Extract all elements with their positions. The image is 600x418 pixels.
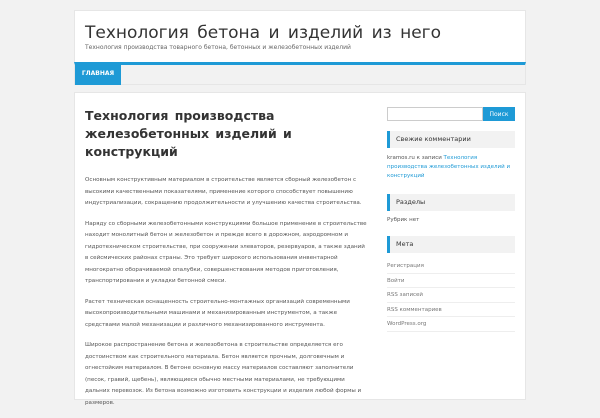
meta-title: Мета — [387, 236, 515, 253]
site-description: Технология производства товарного бетона, бетонных и железобетонных изделий — [85, 44, 351, 51]
search-form — [387, 107, 515, 121]
post-paragraph: Основным конструктивным материалом в строительстве является сборный железобетон с высокими качественными показателями, применение которого способствует повышению индустриализации, сокращению продолжительности и улучшению качества строительства. — [85, 177, 362, 206]
site-header — [74, 10, 526, 62]
search-input[interactable] — [387, 107, 483, 121]
categories-empty: Рубрик нет — [387, 217, 420, 223]
meta-link-register[interactable]: Регистрация — [387, 259, 515, 274]
meta-list — [387, 259, 515, 332]
post-title: Технология производства железобетонных изделий и конструкций — [85, 108, 292, 159]
recent-comments-title: Свежие комментарии — [387, 131, 515, 148]
meta-link-rss-entries[interactable]: RSS записей — [387, 288, 515, 303]
main-navigation — [74, 62, 526, 85]
nav-item-home[interactable]: ГЛАВНАЯ — [75, 62, 121, 85]
post-paragraph: Растет техническая оснащенность строительно-монтажных организаций современными высокопроизводительными машинами и механизированным инструментом, а также средствами малой механизации и различного механизированного инструмента. — [85, 298, 350, 328]
recent-comment-item — [387, 154, 515, 181]
post-paragraph: Наряду со сборными железобетонными конструкциями большое применение в строительстве находит монолитный бетон и железобетон и прежде всего в дорожном, аэродромном и гидротехническом строительстве, при сооружении элеваторов, резервуаров, а также зданий в сейсмических районах страны. Это требует широкого использования инвентарной многократно оборачиваемой опалубки, совершенствования методов приготовления, транспортирования и укладки бетонной смеси. — [85, 220, 367, 284]
meta-link-rss-comments[interactable]: RSS комментариев — [387, 303, 515, 318]
meta-link-login[interactable]: Войти — [387, 274, 515, 289]
sidebar — [387, 107, 515, 332]
page-content — [74, 92, 526, 406]
search-button[interactable]: Поиск — [483, 107, 515, 121]
site-title[interactable]: Технология бетона и изделий из него — [85, 23, 441, 43]
main-content — [85, 107, 367, 418]
comment-author: kramos.ru — [387, 155, 415, 161]
categories-title: Разделы — [387, 194, 515, 211]
post-paragraph: Широкое распространение бетона и железобетона в строительстве определяется его достоинством как строительного материала. Бетон является прочным, долговечным и огнестойким материалом. В бетоне основную массу материалов составляют заполнители (песок, гравий, щебень), являющиеся обычно местными материалами, не требующими дальних перевозок. Из бетона возможно изготовить конструкции и изделия любой формы и размеров. — [85, 342, 362, 406]
meta-link-wordpress[interactable]: WordPress.org — [387, 317, 515, 332]
comment-connector: к записи — [414, 155, 444, 161]
comment-post-link[interactable]: Технология производства железобетонных изделий и конструкций — [387, 155, 511, 179]
